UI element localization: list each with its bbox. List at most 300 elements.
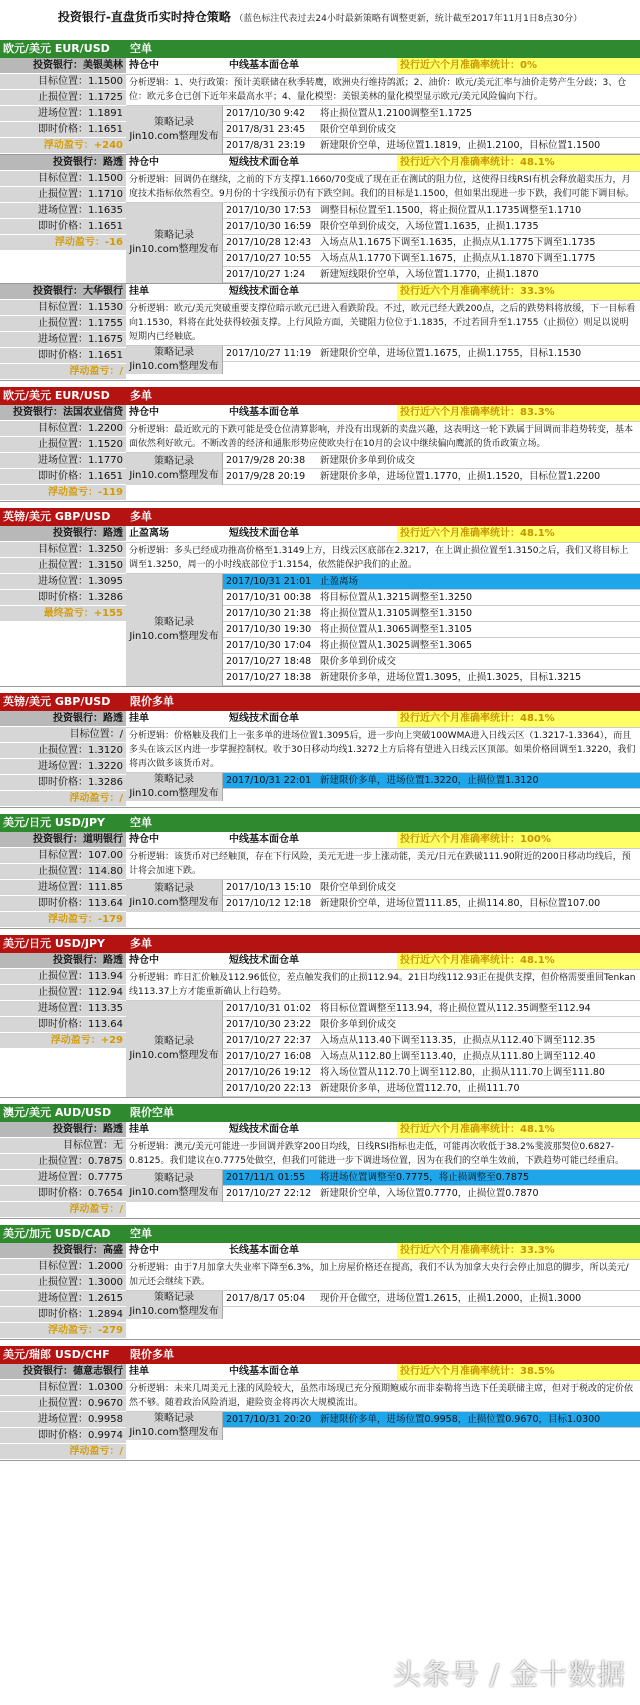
record-row: [223, 1049, 640, 1065]
record-row: [223, 203, 640, 219]
field-value: 止损位置：1.1710: [0, 187, 126, 203]
record-time: 2017/9/28 20:19: [226, 471, 306, 482]
field-value: 进场位置：1.2615: [0, 1291, 126, 1307]
record-row: [223, 880, 640, 896]
bank-name: 投资银行：路透: [0, 953, 126, 969]
field-value: 目标位置：1.3250: [0, 542, 126, 558]
record-row: [223, 622, 640, 638]
record-row: [223, 574, 640, 590]
pnl-value: 浮动盈亏：+240: [0, 138, 126, 154]
analysis-prefix: 分析逻辑：: [129, 304, 175, 314]
pnl-value: 浮动盈亏：+29: [0, 1033, 126, 1049]
record-time: 2017/8/17 05:04: [226, 1293, 306, 1304]
record-text: 入场点从1.1675下调至1.1635，止损点从1.1775下调至1.1735: [320, 237, 596, 248]
field-value: 进场位置：1.3095: [0, 574, 126, 590]
strategy-type: 长线基本面仓单: [229, 1245, 299, 1256]
record-row: [223, 1412, 640, 1428]
section-direction: 限价多单: [130, 1348, 174, 1361]
section-pair: 美元/日元 USD/JPY: [3, 816, 105, 829]
record-text: 限价空单到价成交: [320, 882, 397, 893]
strategy-detail: [126, 1364, 640, 1460]
field-value: 进场位置：0.7775: [0, 1170, 126, 1186]
strategy-records: [126, 1291, 640, 1319]
record-list: [223, 880, 640, 912]
record-label-title: 策略记录: [154, 347, 194, 358]
accuracy-stat: 投行近六个月准确率统计：33.3%: [397, 1243, 640, 1259]
position-status: 止盈离场: [129, 528, 169, 539]
record-time: 2017/10/27 22:37: [226, 1035, 312, 1046]
record-time: 2017/10/27 1:24: [226, 269, 306, 280]
analysis-body: 澳元/美元可能进一步回调并跌穿200日均线，日线RSI指标也走低，可能再次收低于38.2%斐波那契位0.6827-0.8125。我们建议在0.7775处做空，但我们可能进一步下调进场位置，因为在我们的空单生效前，下跌趋势可能已经重启。: [129, 1142, 624, 1166]
record-label-site: Jin10.com整理发布: [129, 1306, 219, 1317]
record-text: 新建限价多单，进场位置112.70，止损111.70: [320, 1083, 520, 1094]
record-label-site: Jin10.com整理发布: [129, 897, 219, 908]
strategy-type: 短线技术面仓单: [229, 528, 299, 539]
field-value: 进场位置：1.1635: [0, 203, 126, 219]
strategy-header-row: [126, 405, 640, 422]
strategy-fields: [0, 155, 126, 283]
strategy-records: [126, 1170, 640, 1202]
pnl-value: 浮动盈亏：/: [0, 791, 126, 807]
record-row: [223, 1186, 640, 1202]
record-list: [223, 1001, 640, 1097]
record-label: [126, 1291, 223, 1319]
analysis-prefix: 分析逻辑：: [129, 425, 175, 435]
bank-name: 投资银行：大华银行: [0, 284, 126, 300]
record-row: [223, 346, 640, 362]
analysis-prefix: 分析逻辑：: [129, 1142, 175, 1152]
strategy-header-row: [126, 832, 640, 849]
record-row: [223, 896, 640, 912]
record-row: [223, 106, 640, 122]
record-label-site: Jin10.com整理发布: [129, 1427, 219, 1438]
strategy-records: [126, 203, 640, 283]
position-status: 挂单: [129, 1124, 149, 1135]
analysis-prefix: 分析逻辑：: [129, 973, 175, 983]
analysis-body: 回调仍在继续，之前的下方支撑1.1660/70变成了现在正在测试的阻力位，这使得日线RSI有机会释放超卖压力，月度技术指标依然看空。9月份的十字线预示仍有下跌空间。我们的目标是1.1500，但如果出现进一步下跌，我们可能下调目标。: [129, 175, 635, 199]
record-time: 2017/8/31 23:19: [226, 140, 306, 151]
record-label-title: 策略记录: [154, 1173, 194, 1184]
accuracy-stat: 投行近六个月准确率统计：38.5%: [397, 1364, 640, 1380]
field-value: 进场位置：1.1770: [0, 453, 126, 469]
analysis-text: [126, 970, 640, 1001]
page-title-bar: [0, 0, 640, 34]
record-row: [223, 606, 640, 622]
section-direction: 空单: [130, 816, 152, 829]
strategy-fields: [0, 58, 126, 154]
field-value: 止损位置：1.1755: [0, 316, 126, 332]
strategy-records: [126, 106, 640, 154]
record-label: [126, 880, 223, 912]
section-pair: 英镑/美元 GBP/USD: [3, 510, 111, 523]
strategy-records: [126, 1001, 640, 1097]
record-row: [223, 267, 640, 283]
position-status: 挂单: [129, 1366, 149, 1377]
field-value: 进场位置：1.1891: [0, 106, 126, 122]
record-text: 新建限价多单，进场位置1.3220，止损位置1.3120: [320, 775, 539, 786]
field-value: 止损位置：0.7875: [0, 1154, 126, 1170]
strategy-detail: [126, 58, 640, 154]
field-value: 即时价格：1.3286: [0, 590, 126, 606]
record-label-title: 策略记录: [154, 1292, 194, 1303]
analysis-body: 最近欧元的下跌可能是受仓位清算影响，并没有出现新的卖盘兴趣，这表明这一轮下跌属于回调而非趋势转变，基本面依然利好欧元。不断改善的经济和通胀形势应使欧央行在10月的会议中继续偏向鹰派的货币政策立场。: [129, 425, 634, 449]
position-status: 持仓中: [129, 407, 159, 418]
record-text: 止盈离场: [320, 576, 359, 587]
strategy-fields: [0, 284, 126, 380]
section-pair: 美元/加元 USD/CAD: [3, 1227, 111, 1240]
strategy-fields: [0, 405, 126, 501]
record-label-title: 策略记录: [154, 230, 194, 241]
record-row: [223, 1001, 640, 1017]
accuracy-stat: 投行近六个月准确率统计：48.1%: [397, 953, 640, 969]
field-value: 止损位置：1.3120: [0, 743, 126, 759]
analysis-prefix: 分析逻辑：: [129, 78, 175, 88]
section-pair: 欧元/美元 EUR/USD: [3, 42, 110, 55]
strategy-type: 中线基本面仓单: [229, 834, 299, 845]
strategy-detail: [126, 526, 640, 686]
record-text: 将进场位置调整至0.7775，将止损调整至0.7875: [320, 1172, 529, 1183]
section-pair: 美元/日元 USD/JPY: [3, 937, 105, 950]
strategy-type: 短线技术面仓单: [229, 286, 299, 297]
record-row: [223, 453, 640, 469]
record-time: 2017/8/31 23:45: [226, 124, 306, 135]
pnl-value: 浮动盈亏：/: [0, 364, 126, 380]
strategy-block: [0, 953, 640, 1098]
strategy-type: 短线技术面仓单: [229, 713, 299, 724]
analysis-text: [126, 849, 640, 880]
strategy-detail: [126, 284, 640, 380]
field-value: 止损位置：1.1520: [0, 437, 126, 453]
strategy-records: [126, 574, 640, 686]
strategy-fields: [0, 526, 126, 686]
record-time: 2017/10/12 12:18: [226, 898, 312, 909]
section-header: [0, 508, 640, 526]
analysis-body: 欧元/美元突破重要支撑位暗示欧元已进入看跌阶段。不过，欧元已经大跌200点，之后的跌势料将放缓，下一目标看向1.1530，料将在此处获得较强支撑。上行风险方面，关键阻力位位于1.1835，不过若回升至1.1755（止损位）则足以说明短期内已经触底。: [129, 304, 636, 342]
record-row: [223, 122, 640, 138]
bank-name: 投资银行：高盛: [0, 1243, 126, 1259]
strategy-fields: [0, 1364, 126, 1460]
record-time: 2017/10/31 21:01: [226, 576, 312, 587]
record-time: 2017/10/27 11:19: [226, 348, 312, 359]
analysis-text: [126, 172, 640, 203]
record-text: 新建限价空单，进场位置1.1675，止损1.1755，目标1.1530: [320, 348, 582, 359]
field-value: 止损位置：114.80: [0, 864, 126, 880]
bank-name: 投资银行：美银美林: [0, 58, 126, 74]
pnl-value: 浮动盈亏：-279: [0, 1323, 126, 1339]
analysis-body: 未来几周美元上涨的风险较大，虽然市场现已充分预期鲍威尔而非泰勒将当选下任美联储主席，但对于税改的定价依然不够。随着政治风险消退，避险资金将再次大规模流出。: [129, 1384, 634, 1408]
record-text: 现价开仓做空，进场位置1.2615，止损1.2000，止损1.3000: [320, 1293, 582, 1304]
field-value: 止损位置：1.3000: [0, 1275, 126, 1291]
field-value: 目标位置：1.2200: [0, 421, 126, 437]
position-status: 持仓中: [129, 1245, 159, 1256]
record-time: 2017/10/26 19:12: [226, 1067, 312, 1078]
strategy-records: [126, 880, 640, 912]
strategy-fields: [0, 832, 126, 928]
analysis-body: 多头已经成功推高价格至1.3149上方，日线云区底部在2.3217，在上调止损位置至1.3150之后，我们又将目标上调至1.3250，周一的小时线底部位于1.3154，依然能保护我们的止盈。: [129, 546, 629, 570]
record-label-site: Jin10.com整理发布: [129, 131, 219, 142]
record-time: 2017/10/27 16:08: [226, 1051, 312, 1062]
accuracy-stat: 投行近六个月准确率统计：48.1%: [397, 526, 640, 542]
record-time: 2017/10/30 9:42: [226, 108, 306, 119]
record-row: [223, 251, 640, 267]
strategy-fields: [0, 953, 126, 1097]
section-pair: 澳元/美元 AUD/USD: [3, 1106, 112, 1119]
section-header: [0, 387, 640, 405]
position-status: 挂单: [129, 713, 149, 724]
record-list: [223, 1170, 640, 1202]
record-label: [126, 773, 223, 801]
strategy-records: [126, 1412, 640, 1440]
bank-name: 投资银行：路透: [0, 711, 126, 727]
strategy-block: [0, 405, 640, 502]
analysis-prefix: 分析逻辑：: [129, 175, 175, 185]
field-value: 进场位置：113.35: [0, 1001, 126, 1017]
strategy-block: [0, 526, 640, 687]
analysis-text: [126, 543, 640, 574]
record-time: 2017/10/31 01:02: [226, 1003, 312, 1014]
record-label-site: Jin10.com整理发布: [129, 1187, 219, 1198]
section-header: [0, 693, 640, 711]
record-row: [223, 1033, 640, 1049]
section-direction: 多单: [130, 389, 152, 402]
record-label: [126, 1170, 223, 1202]
field-value: 目标位置：1.1500: [0, 171, 126, 187]
section-pair: 欧元/美元 EUR/USD: [3, 389, 110, 402]
record-list: [223, 1291, 640, 1319]
analysis-body: 昨日汇价触及112.96低位，差点触发我们的止损112.94。21日均线112.93正在提供支撑，但价格需要重回Tenkan线113.37上方才能重新确认上行趋势。: [129, 973, 636, 997]
record-time: 2017/11/1 01:55: [226, 1172, 306, 1183]
record-text: 将止损位置从1.3065调整至1.3105: [320, 624, 472, 635]
record-label: [126, 203, 223, 283]
field-value: 目标位置：1.2000: [0, 1259, 126, 1275]
field-value: 进场位置：0.9958: [0, 1412, 126, 1428]
record-time: 2017/10/30 17:53: [226, 205, 312, 216]
analysis-text: [126, 1139, 640, 1170]
accuracy-stat: 投行近六个月准确率统计：33.3%: [397, 284, 640, 300]
field-value: 即时价格：1.1651: [0, 469, 126, 485]
record-label-site: Jin10.com整理发布: [129, 1050, 219, 1061]
section-direction: 限价多单: [130, 695, 174, 708]
section-header: [0, 1225, 640, 1243]
analysis-prefix: 分析逻辑：: [129, 731, 175, 741]
record-list: [223, 773, 640, 801]
record-label: [126, 346, 223, 374]
record-label-site: Jin10.com整理发布: [129, 470, 219, 481]
record-row: [223, 1065, 640, 1081]
record-text: 将目标位置调整至113.94，将止损位置从112.35调整至112.94: [320, 1003, 591, 1014]
strategy-records: [126, 453, 640, 485]
analysis-text: [126, 301, 640, 346]
strategy-block: [0, 1122, 640, 1219]
position-status: 挂单: [129, 286, 149, 297]
record-time: 2017/10/30 17:04: [226, 640, 312, 651]
field-value: 即时价格：1.1651: [0, 122, 126, 138]
field-value: 即时价格：1.1651: [0, 348, 126, 364]
strategy-type: 中线基本面仓单: [229, 1366, 299, 1377]
record-text: 限价空单到价成交，入场位置1.1635，止损1.1735: [320, 221, 539, 232]
record-time: 2017/10/27 18:38: [226, 672, 312, 683]
bank-name: 投资银行：路透: [0, 1122, 126, 1138]
record-time: 2017/10/27 22:12: [226, 1188, 312, 1199]
record-label-title: 策略记录: [154, 1413, 194, 1424]
strategy-header-row: [126, 1364, 640, 1381]
strategy-type: 中线基本面仓单: [229, 60, 299, 71]
section-direction: 空单: [130, 1227, 152, 1240]
record-text: 新建限价多单到价成交: [320, 455, 416, 466]
analysis-body: 1、央行政策：预计美联储在秋季转鹰，欧洲央行维持鸽派；2、油价：欧元/美元汇率与油价走势产生分歧；3、仓位：欧元多仓已创下近年来最高水平；4、量化模型：美银美林的量化模型显示欧元/美元风险偏向下行。: [129, 78, 627, 102]
record-time: 2017/10/31 22:01: [226, 775, 312, 786]
analysis-text: [126, 1260, 640, 1291]
section-direction: 多单: [130, 937, 152, 950]
field-value: 即时价格：113.64: [0, 1017, 126, 1033]
record-row: [223, 219, 640, 235]
position-status: 持仓中: [129, 60, 159, 71]
record-text: 限价多单到价成交: [320, 656, 397, 667]
strategy-block: [0, 58, 640, 155]
strategy-detail: [126, 832, 640, 928]
strategy-detail: [126, 953, 640, 1097]
analysis-body: 由于7月加拿大失业率下降至6.3%，加上房屋价格还在提高，我们不认为加拿大央行会停止加息的脚步，所以美元/加元还会继续下跌。: [129, 1263, 629, 1287]
analysis-prefix: 分析逻辑：: [129, 852, 175, 862]
section-header: [0, 814, 640, 832]
record-text: 将目标位置从1.3215调整至1.3250: [320, 592, 472, 603]
record-row: [223, 773, 640, 789]
analysis-text: [126, 728, 640, 773]
accuracy-stat: 投行近六个月准确率统计：48.1%: [397, 155, 640, 171]
record-time: 2017/10/30 23:22: [226, 1019, 312, 1030]
record-label-title: 策略记录: [154, 1036, 194, 1047]
strategy-block: [0, 832, 640, 929]
position-status: 持仓中: [129, 157, 159, 168]
strategy-header-row: [126, 1243, 640, 1260]
record-text: 新建短线限价空单，入场位置1.1770，止损1.1870: [320, 269, 539, 280]
field-value: 目标位置：107.00: [0, 848, 126, 864]
record-label: [126, 106, 223, 154]
field-value: 即时价格：1.1651: [0, 219, 126, 235]
section-direction: 限价空单: [130, 1106, 174, 1119]
strategy-detail: [126, 1122, 640, 1218]
field-value: 即时价格：1.3286: [0, 775, 126, 791]
record-time: 2017/10/30 21:38: [226, 608, 312, 619]
strategy-detail: [126, 711, 640, 807]
position-status: 持仓中: [129, 955, 159, 966]
strategy-detail: [126, 1243, 640, 1339]
field-value: 止损位置：112.94: [0, 985, 126, 1001]
pnl-value: 浮动盈亏：-179: [0, 912, 126, 928]
strategy-detail: [126, 405, 640, 501]
analysis-text: [126, 75, 640, 106]
record-text: 限价多单到价成交: [320, 1019, 397, 1030]
field-value: 进场位置：111.85: [0, 880, 126, 896]
record-text: 将入场位置从112.70上调至112.80，止损从111.70上调至111.80: [320, 1067, 605, 1078]
record-label-site: Jin10.com整理发布: [129, 361, 219, 372]
analysis-text: [126, 422, 640, 453]
record-list: [223, 453, 640, 485]
record-time: 2017/10/28 12:43: [226, 237, 312, 248]
record-label: [126, 574, 223, 686]
pnl-value: 浮动盈亏：/: [0, 1202, 126, 1218]
record-text: 入场点从112.80上调至113.40，止损点从111.80上调至112.40: [320, 1051, 596, 1062]
field-value: 即时价格：113.64: [0, 896, 126, 912]
record-label-site: Jin10.com整理发布: [129, 788, 219, 799]
bank-name: 投资银行：道明银行: [0, 832, 126, 848]
bank-name: 投资银行：法国农业信贷: [0, 405, 126, 421]
accuracy-stat: 投行近六个月准确率统计：48.1%: [397, 711, 640, 727]
record-label: [126, 1412, 223, 1440]
strategy-type: 短线技术面仓单: [229, 157, 299, 168]
strategy-type: 短线技术面仓单: [229, 1124, 299, 1135]
watermark: 头条号 / 金十数据: [392, 1658, 626, 1691]
record-time: 2017/10/30 19:30: [226, 624, 312, 635]
record-row: [223, 138, 640, 154]
strategy-fields: [0, 1243, 126, 1339]
record-text: 入场点从113.40下调至113.35，止损点从112.40下调至112.35: [320, 1035, 596, 1046]
record-text: 新建限价空单，进场位置111.85，止损114.80，目标位置107.00: [320, 898, 601, 909]
section-header: [0, 1346, 640, 1364]
record-text: 新建限价多单，进场位置1.3095，止损1.3025，目标1.3215: [320, 672, 582, 683]
accuracy-stat: 投行近六个月准确率统计：83.3%: [397, 405, 640, 421]
record-list: [223, 106, 640, 154]
record-text: 调整目标位置至1.1500，将止损位置从1.1735调整至1.1710: [320, 205, 582, 216]
field-value: 目标位置：1.1500: [0, 74, 126, 90]
record-text: 将止损位置从1.3105调整至1.3150: [320, 608, 472, 619]
field-value: 目标位置：1.0300: [0, 1380, 126, 1396]
analysis-body: 价格触及我们上一张多单的进场位置1.3095后，进一步向上突破100WMA进入日线云区（1.3217-1.3364），而且多头在该云区内进一步掌握控制权。收于30日移动均线1.3272上方后将有望进入日线云区顶部。如果价格回调至1.3220，我们将再次做多该货币对。: [129, 731, 636, 769]
field-value: 即时价格：1.2894: [0, 1307, 126, 1323]
record-list: [223, 203, 640, 283]
field-value: 目标位置：1.1530: [0, 300, 126, 316]
field-value: 即时价格：0.9974: [0, 1428, 126, 1444]
analysis-prefix: 分析逻辑：: [129, 1384, 175, 1394]
accuracy-stat: 投行近六个月准确率统计：0%: [397, 58, 640, 74]
pnl-value: 浮动盈亏：-119: [0, 485, 126, 501]
bank-name: 投资银行：德意志银行: [0, 1364, 126, 1380]
analysis-prefix: 分析逻辑：: [129, 546, 175, 556]
record-label-title: 策略记录: [154, 117, 194, 128]
field-value: 止损位置：113.94: [0, 969, 126, 985]
strategy-block: [0, 711, 640, 808]
page-title: 投资银行-直盘货币实时持仓策略: [57, 10, 231, 24]
field-value: 目标位置：无: [0, 1138, 126, 1154]
record-time: 2017/10/27 18:48: [226, 656, 312, 667]
record-time: 2017/10/20 22:13: [226, 1083, 312, 1094]
record-label-title: 策略记录: [154, 617, 194, 628]
analysis-body: 该货币对已经触顶，存在下行风险，美元无进一步上涨动能，美元/日元在跌破111.90附近的200日移动均线后，预计将会加速下跌。: [129, 852, 631, 876]
record-label: [126, 453, 223, 485]
section-header: [0, 40, 640, 58]
record-row: [223, 654, 640, 670]
section-direction: 多单: [130, 510, 152, 523]
pnl-value: 最终盈亏：+155: [0, 606, 126, 622]
record-text: 新建限价多单，进场位置0.9958，止损位置0.9670，目标1.0300: [320, 1414, 601, 1425]
pnl-value: 浮动盈亏：/: [0, 1444, 126, 1460]
strategy-header-row: [126, 155, 640, 172]
section-header: [0, 1104, 640, 1122]
record-text: 新建限价多单，进场位置1.1770，止损1.1520，目标位置1.2200: [320, 471, 601, 482]
accuracy-stat: 投行近六个月准确率统计：48.1%: [397, 1122, 640, 1138]
strategy-detail: [126, 155, 640, 283]
field-value: 进场位置：1.1675: [0, 332, 126, 348]
strategy-header-row: [126, 711, 640, 728]
bank-name: 投资银行：路透: [0, 526, 126, 542]
record-time: 2017/10/13 15:10: [226, 882, 312, 893]
record-row: [223, 590, 640, 606]
accuracy-stat: 投行近六个月准确率统计：100%: [397, 832, 640, 848]
record-label-site: Jin10.com整理发布: [129, 631, 219, 642]
record-text: 新建限价空单，入场位置0.7770，止损位置0.7870: [320, 1188, 539, 1199]
record-row: [223, 670, 640, 686]
strategy-header-row: [126, 526, 640, 543]
